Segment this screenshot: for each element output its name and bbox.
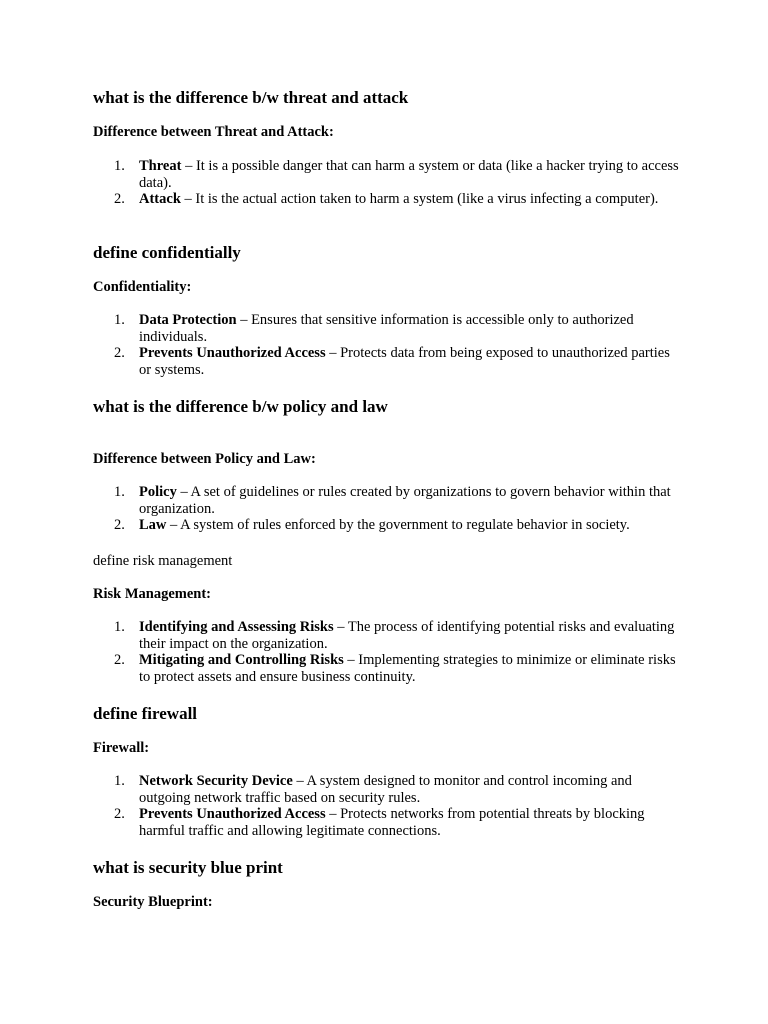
answer-heading: Difference between Policy and Law: — [93, 451, 316, 467]
list-item — [0, 619, 768, 652]
item-text: – Protects networks from potential threats by blocking harmful traffic and allowing legitimate connections. — [139, 806, 645, 839]
item-term: Identifying and Assessing Risks — [139, 619, 334, 635]
question-heading: define risk management — [93, 553, 233, 569]
question-heading: what is security blue print — [93, 858, 283, 877]
answer-heading: Confidentiality: — [93, 279, 192, 295]
item-term: Prevents Unauthorized Access — [139, 806, 326, 822]
list-number: 1. — [114, 619, 125, 635]
item-text: – Implementing strategies to minimize or eliminate risks to protect assets and ensure business continuity. — [139, 652, 676, 685]
answer-heading: Difference between Threat and Attack: — [93, 124, 334, 140]
item-term: Law — [139, 517, 167, 533]
item-text: – A system of rules enforced by the government to regulate behavior in society. — [166, 517, 630, 533]
list-item — [0, 806, 768, 839]
list-item — [0, 517, 768, 534]
item-text: – Protects data from being exposed to unauthorized parties or systems. — [139, 345, 670, 378]
question-heading: define confidentially — [93, 243, 241, 262]
item-text: – It is the actual action taken to harm a system (like a virus infecting a computer). — [180, 191, 659, 207]
list-item — [0, 484, 768, 517]
answer-list — [0, 619, 768, 685]
item-term: Threat — [139, 158, 182, 174]
answer-heading: Security Blueprint: — [93, 894, 213, 910]
item-text: – It is a possible danger that can harm a system or data (like a hacker trying to access data). — [139, 158, 679, 191]
item-term: Data Protection — [139, 312, 237, 328]
list-item — [0, 652, 768, 685]
answer-list — [0, 312, 768, 378]
answer-heading: Firewall: — [93, 740, 150, 756]
list-number: 1. — [114, 158, 125, 174]
list-number: 1. — [114, 773, 125, 789]
list-item — [0, 773, 768, 806]
item-term: Network Security Device — [139, 773, 293, 789]
list-number: 1. — [114, 484, 125, 500]
item-term: Attack — [139, 191, 181, 207]
answer-list — [0, 158, 768, 208]
answer-heading: Risk Management: — [93, 586, 212, 602]
item-term: Prevents Unauthorized Access — [139, 345, 326, 361]
list-item — [0, 312, 768, 345]
list-item — [0, 191, 768, 208]
item-term: Mitigating and Controlling Risks — [139, 652, 344, 668]
item-text: – Ensures that sensitive information is accessible only to authorized individuals. — [139, 312, 634, 345]
list-item — [0, 345, 768, 378]
list-number: 2. — [114, 652, 125, 668]
list-number: 2. — [114, 345, 125, 361]
item-term: Policy — [139, 484, 177, 500]
list-number: 2. — [114, 806, 125, 822]
list-number: 2. — [114, 517, 125, 533]
question-heading: what is the difference b/w policy and law — [93, 397, 388, 416]
question-heading: what is the difference b/w threat and attack — [93, 88, 409, 107]
item-text: – A set of guidelines or rules created by organizations to govern behavior within that organization. — [139, 484, 671, 517]
list-number: 1. — [114, 312, 125, 328]
question-heading: define firewall — [93, 704, 198, 723]
answer-list — [0, 773, 768, 839]
item-text: – A system designed to monitor and control incoming and outgoing network traffic based on security rules. — [139, 773, 632, 806]
answer-list — [0, 484, 768, 534]
list-item — [0, 158, 768, 191]
list-number: 2. — [114, 191, 125, 207]
item-text: – The process of identifying potential risks and evaluating their impact on the organization. — [139, 619, 675, 652]
